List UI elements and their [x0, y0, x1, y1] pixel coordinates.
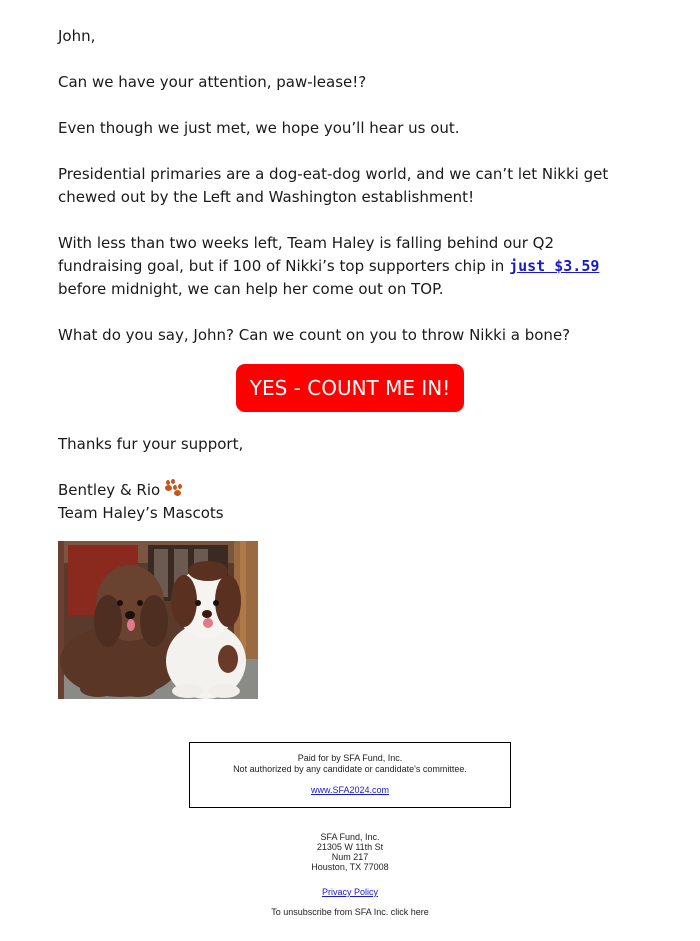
not-authorized: Not authorized by any candidate or candidate's committee. [233, 764, 467, 774]
cta-container [236, 364, 464, 412]
footer-street: 21305 W 11th St [316, 842, 384, 852]
paragraph-throw-a-bone: What do you say, John? Can we count on you to throw Nikki a bone? [58, 326, 571, 344]
paragraph-attention: Can we have your attention, paw-lease!? [58, 73, 367, 91]
paid-for-by: Paid for by SFA Fund, Inc. [297, 753, 403, 763]
paragraph-fundraising [58, 232, 658, 301]
signature-line [58, 479, 658, 502]
paragraph-text: fundraising goal, but if 100 of Nikki’s top supporters chip in [58, 257, 510, 275]
paragraph-line [58, 255, 658, 278]
count-me-in-button[interactable]: YES - COUNT ME IN! [236, 364, 464, 412]
paragraph-line: chewed out by the Left and Washington establishment! [58, 188, 475, 206]
unsubscribe-link[interactable]: To unsubscribe from SFA Inc. click here [271, 907, 429, 917]
greeting: John, [58, 27, 96, 45]
paragraph-line: With less than two weeks left, Team Haley is falling behind our Q2 [58, 234, 555, 252]
disclaimer-box [189, 742, 511, 808]
footer-city: Houston, TX 77008 [311, 862, 389, 872]
privacy-policy-link[interactable]: Privacy Policy [321, 887, 378, 897]
paragraph-line: before midnight, we can help her come out on TOP. [58, 280, 444, 298]
signature-title: Team Haley’s Mascots [58, 504, 224, 522]
signoff: Thanks fur your support, [58, 435, 244, 453]
sfa-website-link[interactable]: www.SFA2024.com [310, 785, 390, 795]
footer-unit: Num 217 [331, 852, 369, 862]
paragraph-hear-us-out: Even though we just met, we hope you’ll hear us out. [58, 119, 460, 137]
paragraph-dog-eat-dog [58, 163, 658, 209]
donate-amount-link[interactable]: just $3.59 [509, 257, 600, 275]
footer-org: SFA Fund, Inc. [320, 832, 380, 842]
mascots-photo [58, 541, 258, 699]
footer-privacy [0, 887, 700, 897]
paw-prints-icon [164, 479, 184, 497]
signature [58, 479, 658, 525]
signature-name: Bentley & Rio [58, 481, 161, 499]
paragraph-line: Presidential primaries are a dog-eat-dog world, and we can’t let Nikki get [58, 165, 609, 183]
